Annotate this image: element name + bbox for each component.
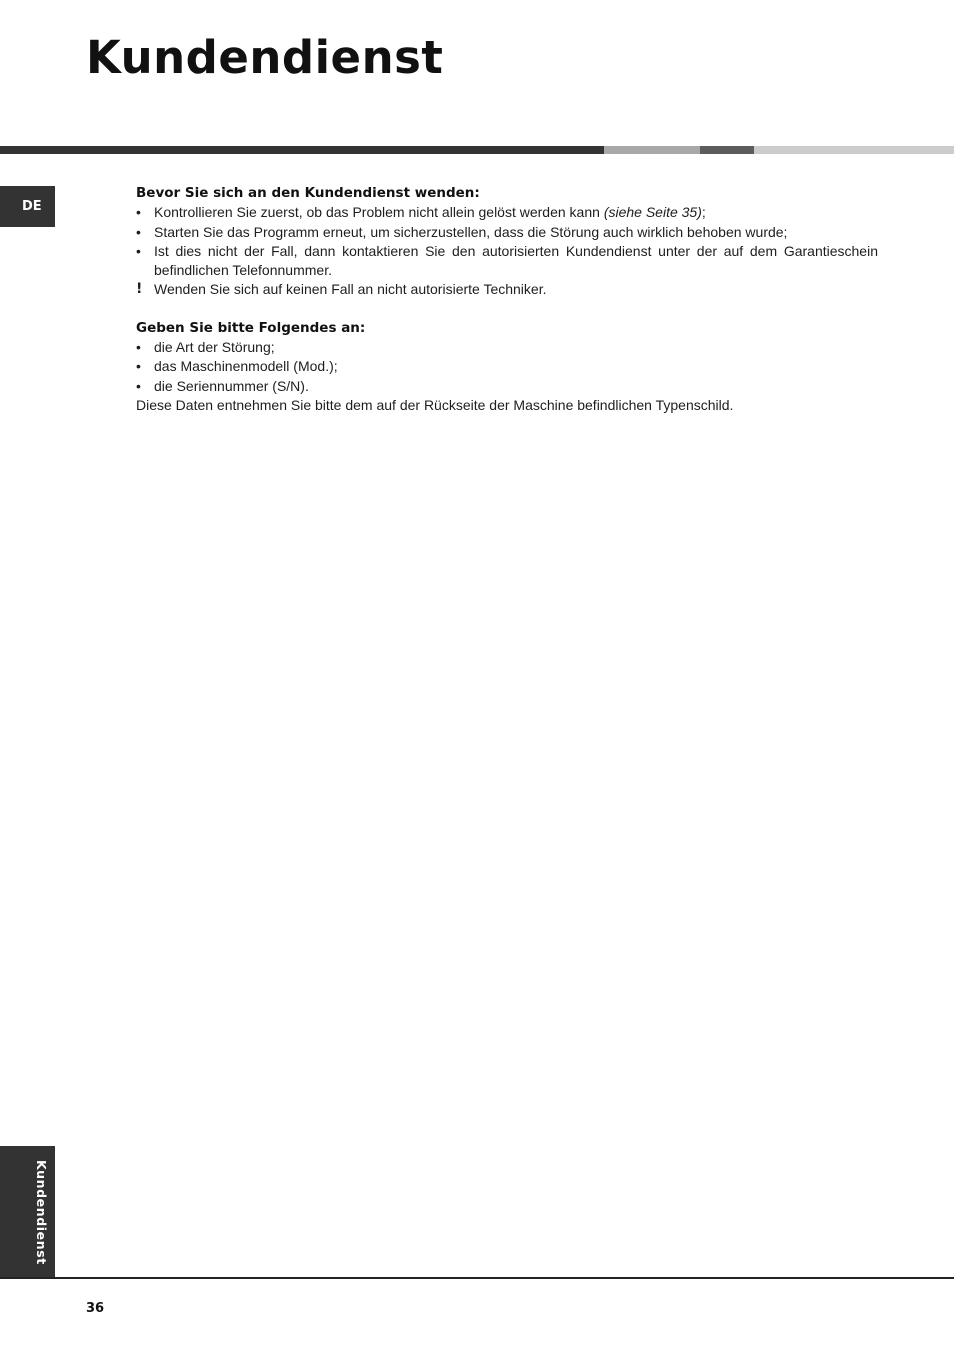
list-item	[136, 203, 878, 222]
bullet-icon: •	[136, 339, 141, 356]
list-item-text: Starten Sie das Programm erneut, um sicherzustellen, dass die Störung auch wirklich behoben wurde;	[154, 223, 788, 240]
header-bar-segment-mid	[700, 146, 754, 154]
main-content	[136, 184, 878, 415]
list-item	[136, 357, 878, 376]
page-title: Kundendienst	[86, 31, 444, 84]
bullet-icon: •	[136, 204, 141, 221]
bullet-icon: •	[136, 223, 141, 240]
warning-icon: !	[136, 281, 143, 298]
header-bar-segment-dark	[0, 146, 604, 154]
list-item-text: die Seriennummer (S/N).	[154, 377, 309, 394]
list-item	[136, 377, 878, 396]
side-section-tab-label: Kundendienst	[34, 1160, 49, 1265]
before-contact-list	[136, 203, 878, 299]
warning-text: Wenden Sie sich auf keinen Fall an nicht autorisierte Techniker.	[154, 281, 547, 298]
page-number: 36	[86, 1301, 105, 1316]
footer-rule	[0, 1277, 954, 1279]
page-reference: (siehe Seite 35)	[603, 204, 702, 221]
bullet-icon: •	[136, 377, 141, 394]
section-heading-provide-info: Geben Sie bitte Folgendes an:	[136, 319, 366, 336]
header-bar-segment-pale	[754, 146, 954, 154]
provide-info-list	[136, 338, 878, 396]
header-color-bar	[0, 146, 954, 154]
list-item-suffix: ;	[701, 204, 706, 221]
bullet-icon: •	[136, 358, 141, 375]
list-item-text: Kontrollieren Sie zuerst, ob das Problem nicht allein gelöst werden kann	[154, 204, 604, 221]
list-item	[136, 338, 878, 357]
warning-item	[136, 280, 878, 299]
language-tab: DE	[0, 186, 55, 227]
bullet-icon: •	[136, 242, 141, 259]
section-spacer	[136, 300, 878, 319]
list-item-text: die Art der Störung;	[154, 339, 275, 356]
list-item-text: das Maschinenmodell (Mod.);	[154, 358, 338, 375]
header-bar-segment-light	[604, 146, 700, 154]
list-item-text: Ist dies nicht der Fall, dann kontaktieren Sie den autorisierten Kundendienst unter der auf dem Garantieschein befindlichen Telefonnummer.	[154, 242, 878, 279]
list-item	[136, 242, 878, 281]
rating-plate-note: Diese Daten entnehmen Sie bitte dem auf der Rückseite der Maschine befindlichen Typenschild.	[136, 396, 734, 413]
section-heading-before-contact: Bevor Sie sich an den Kundendienst wenden:	[136, 185, 480, 201]
list-item	[136, 223, 878, 242]
